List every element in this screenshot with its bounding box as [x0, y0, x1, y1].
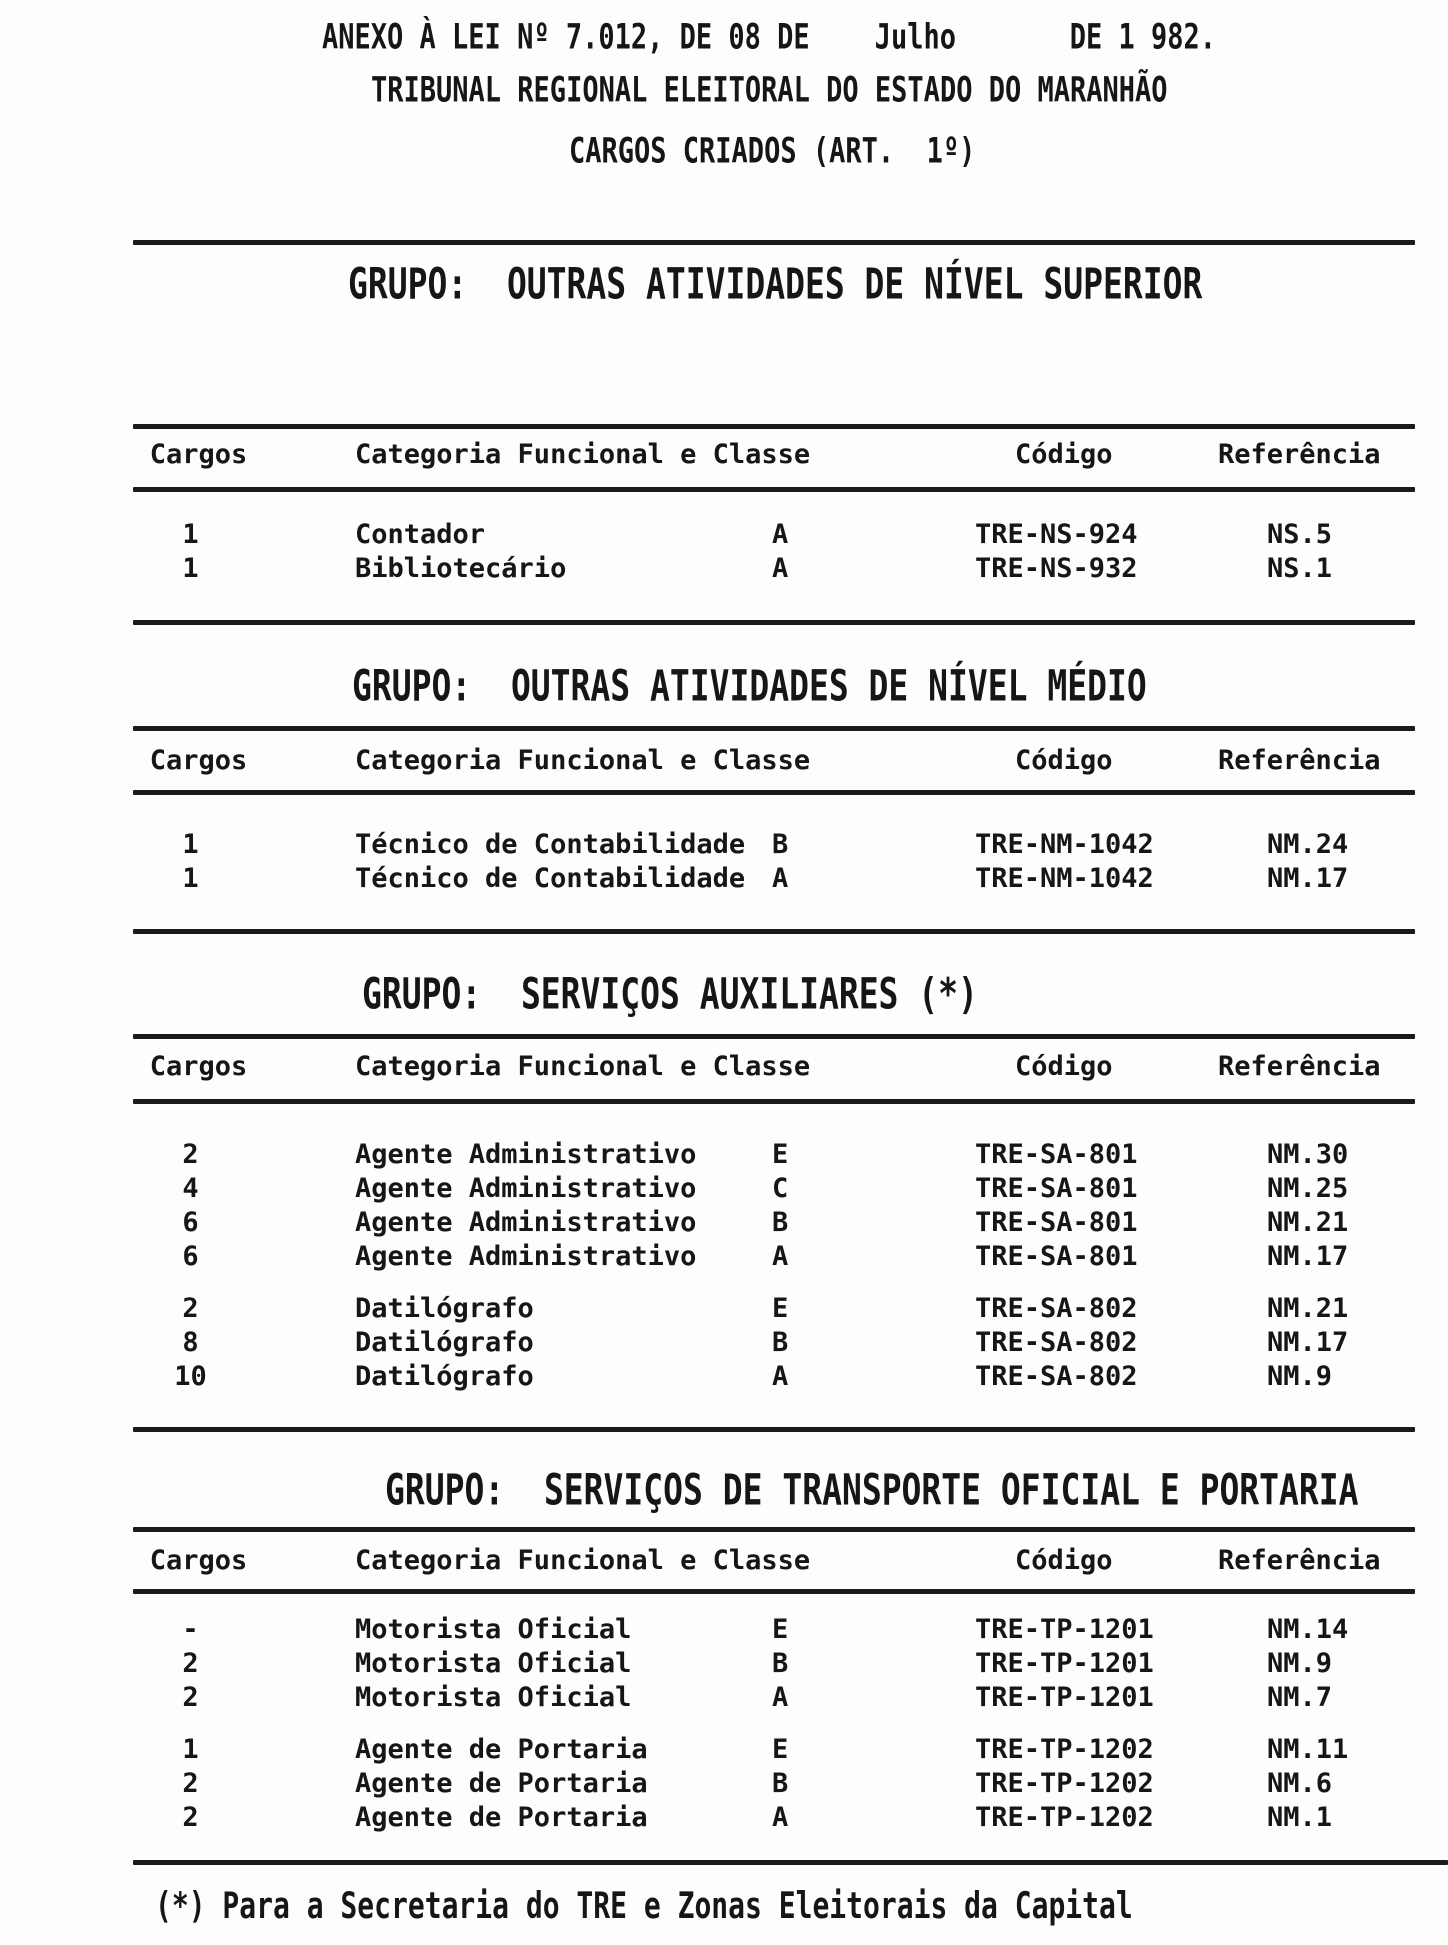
row-group [133, 518, 1415, 586]
table-header [133, 1050, 1415, 1084]
table-row [133, 1240, 1415, 1274]
doc-title-line-1: ANEXO À LEI Nº 7.012, DE 08 DE Julho DE 1 982. [322, 17, 1217, 58]
referencia-cell: NS.5 [1267, 519, 1333, 550]
table-row [133, 1801, 1415, 1835]
referencia-cell: NM.17 [1267, 863, 1349, 894]
footnote: (*) Para a Secretaria do TRE e Zonas Eleitorais da Capital [155, 1884, 1133, 1927]
column-header-referencia: Referência [1218, 745, 1381, 776]
referencia-cell: NM.14 [1267, 1614, 1349, 1645]
codigo-cell: TRE-TP-1202 [975, 1734, 1154, 1765]
table-rule [133, 1527, 1415, 1532]
cargo-count-cell: 6 [182, 1207, 199, 1238]
footer-rule [133, 1860, 1448, 1865]
classe-cell: A [772, 863, 789, 894]
categoria-cell: Agente Administrativo [355, 1173, 697, 1204]
categoria-cell: Bibliotecário [355, 553, 567, 584]
categoria-cell: Agente de Portaria [355, 1734, 648, 1765]
table-header-row [133, 438, 1415, 472]
column-header-categoria: Categoria Funcional e Classe [355, 1051, 811, 1082]
referencia-cell: NM.17 [1267, 1327, 1349, 1358]
column-header-codigo: Código [1015, 1051, 1113, 1082]
codigo-cell: TRE-SA-801 [975, 1241, 1138, 1272]
cargo-count-cell: 1 [182, 519, 199, 550]
classe-cell: B [772, 1327, 789, 1358]
referencia-cell: NM.24 [1267, 829, 1349, 860]
cargo-count-cell: 1 [182, 829, 199, 860]
referencia-cell: NM.30 [1267, 1139, 1349, 1170]
codigo-cell: TRE-TP-1202 [975, 1802, 1154, 1833]
column-header-categoria: Categoria Funcional e Classe [355, 745, 811, 776]
classe-cell: A [772, 1682, 789, 1713]
classe-cell: E [772, 1734, 789, 1765]
codigo-cell: TRE-SA-801 [975, 1207, 1138, 1238]
column-header-codigo: Código [1015, 439, 1113, 470]
classe-cell: B [772, 1207, 789, 1238]
referencia-cell: NM.9 [1267, 1361, 1333, 1392]
categoria-cell: Agente de Portaria [355, 1802, 648, 1833]
referencia-cell: NM.6 [1267, 1768, 1333, 1799]
doc-title-line-2: TRIBUNAL REGIONAL ELEITORAL DO ESTADO DO MARANHÃO [371, 70, 1168, 111]
table-rule [133, 726, 1415, 731]
codigo-cell: TRE-SA-802 [975, 1293, 1138, 1324]
cargo-count-cell: 4 [182, 1173, 199, 1204]
categoria-cell: Agente Administrativo [355, 1139, 697, 1170]
referencia-cell: NS.1 [1267, 553, 1333, 584]
referencia-cell: NM.7 [1267, 1682, 1333, 1713]
referencia-cell: NM.21 [1267, 1293, 1349, 1324]
classe-cell: C [772, 1173, 789, 1204]
table-body [133, 518, 1415, 586]
referencia-cell: NM.1 [1267, 1802, 1333, 1833]
table-body [133, 828, 1415, 896]
codigo-cell: TRE-TP-1201 [975, 1682, 1154, 1713]
categoria-cell: Motorista Oficial [355, 1648, 632, 1679]
cargo-count-cell: 2 [182, 1139, 199, 1170]
table-row [133, 862, 1415, 896]
classe-cell: A [772, 519, 789, 550]
referencia-cell: NM.17 [1267, 1241, 1349, 1272]
classe-cell: B [772, 1648, 789, 1679]
section-title-transporte-portaria: GRUPO: SERVIÇOS DE TRANSPORTE OFICIAL E PORTARIA [385, 1464, 1359, 1515]
categoria-cell: Contador [355, 519, 486, 550]
table-row [133, 1613, 1415, 1647]
table-row [133, 1206, 1415, 1240]
classe-cell: B [772, 829, 789, 860]
table-header-row [133, 1050, 1415, 1084]
doc-title-line-3: CARGOS CRIADOS (ART. 1º) [569, 131, 976, 172]
codigo-cell: TRE-NM-1042 [975, 863, 1154, 894]
table-row [133, 1647, 1415, 1681]
classe-cell: A [772, 1802, 789, 1833]
referencia-cell: NM.11 [1267, 1734, 1349, 1765]
categoria-cell: Datilógrafo [355, 1327, 534, 1358]
section-title-nivel-medio: GRUPO: OUTRAS ATIVIDADES DE NÍVEL MÉDIO [352, 660, 1147, 711]
classe-cell: B [772, 1768, 789, 1799]
column-header-cargos: Cargos [149, 745, 248, 776]
table-row [133, 552, 1415, 586]
table-header-row [133, 1544, 1415, 1578]
codigo-cell: TRE-SA-801 [975, 1139, 1138, 1170]
row-group [133, 1613, 1415, 1715]
categoria-cell: Datilógrafo [355, 1361, 534, 1392]
categoria-cell: Agente Administrativo [355, 1207, 697, 1238]
table-row [133, 1138, 1415, 1172]
table-row [133, 1360, 1415, 1394]
table-row [133, 1681, 1415, 1715]
table-rule [133, 790, 1415, 795]
classe-cell: E [772, 1293, 789, 1324]
divider-rule [133, 240, 1415, 245]
cargo-count-cell: 2 [182, 1802, 199, 1833]
column-header-referencia: Referência [1218, 439, 1381, 470]
cargo-count-cell: - [182, 1614, 199, 1645]
row-group [133, 828, 1415, 896]
table-row [133, 1326, 1415, 1360]
classe-cell: A [772, 1361, 789, 1392]
referencia-cell: NM.21 [1267, 1207, 1349, 1238]
table-rule [133, 1099, 1415, 1104]
cargo-count-cell: 2 [182, 1293, 199, 1324]
codigo-cell: TRE-NM-1042 [975, 829, 1154, 860]
cargo-count-cell: 6 [182, 1241, 199, 1272]
categoria-cell: Datilógrafo [355, 1293, 534, 1324]
codigo-cell: TRE-SA-801 [975, 1173, 1138, 1204]
codigo-cell: TRE-SA-802 [975, 1327, 1138, 1358]
classe-cell: A [772, 553, 789, 584]
codigo-cell: TRE-SA-802 [975, 1361, 1138, 1392]
row-group [133, 1292, 1415, 1394]
table-header-row [133, 744, 1415, 778]
column-header-referencia: Referência [1218, 1545, 1381, 1576]
categoria-cell: Motorista Oficial [355, 1682, 632, 1713]
cargo-count-cell: 2 [182, 1648, 199, 1679]
codigo-cell: TRE-TP-1201 [975, 1614, 1154, 1645]
table-row [133, 1292, 1415, 1326]
column-header-cargos: Cargos [149, 1545, 248, 1576]
table-row [133, 1733, 1415, 1767]
column-header-codigo: Código [1015, 745, 1113, 776]
table-rule [133, 424, 1415, 429]
table-rule [133, 620, 1415, 625]
classe-cell: A [772, 1241, 789, 1272]
codigo-cell: TRE-NS-924 [975, 519, 1138, 550]
table-body [133, 1138, 1415, 1394]
table-header [133, 744, 1415, 778]
cargo-count-cell: 10 [174, 1361, 207, 1392]
section-title-nivel-superior: GRUPO: OUTRAS ATIVIDADES DE NÍVEL SUPERIOR [348, 258, 1203, 309]
categoria-cell: Agente Administrativo [355, 1241, 697, 1272]
column-header-cargos: Cargos [149, 1051, 248, 1082]
codigo-cell: TRE-NS-932 [975, 553, 1138, 584]
table-rule [133, 487, 1415, 492]
cargo-count-cell: 1 [182, 1734, 199, 1765]
table-header [133, 1544, 1415, 1578]
table-rule [133, 1427, 1415, 1432]
column-header-codigo: Código [1015, 1545, 1113, 1576]
table-row [133, 1172, 1415, 1206]
cargo-count-cell: 1 [182, 863, 199, 894]
table-row [133, 1767, 1415, 1801]
column-header-categoria: Categoria Funcional e Classe [355, 439, 811, 470]
categoria-cell: Motorista Oficial [355, 1614, 632, 1645]
table-header [133, 438, 1415, 472]
cargo-count-cell: 2 [182, 1682, 199, 1713]
classe-cell: E [772, 1139, 789, 1170]
table-rule [133, 929, 1415, 934]
table-body [133, 1613, 1415, 1835]
cargo-count-cell: 2 [182, 1768, 199, 1799]
cargo-count-cell: 1 [182, 553, 199, 584]
column-header-cargos: Cargos [149, 439, 248, 470]
categoria-cell: Agente de Portaria [355, 1768, 648, 1799]
cargo-count-cell: 8 [182, 1327, 199, 1358]
table-rule [133, 1034, 1415, 1039]
referencia-cell: NM.25 [1267, 1173, 1349, 1204]
row-group [133, 1733, 1415, 1835]
row-group [133, 1138, 1415, 1274]
section-title-servicos-auxiliares: GRUPO: SERVIÇOS AUXILIARES (*) [362, 968, 978, 1019]
codigo-cell: TRE-TP-1202 [975, 1768, 1154, 1799]
referencia-cell: NM.9 [1267, 1648, 1333, 1679]
categoria-cell: Técnico de Contabilidade [355, 829, 746, 860]
codigo-cell: TRE-TP-1201 [975, 1648, 1154, 1679]
column-header-referencia: Referência [1218, 1051, 1381, 1082]
table-row [133, 828, 1415, 862]
column-header-categoria: Categoria Funcional e Classe [355, 1545, 811, 1576]
categoria-cell: Técnico de Contabilidade [355, 863, 746, 894]
table-rule [133, 1589, 1415, 1594]
classe-cell: E [772, 1614, 789, 1645]
table-row [133, 518, 1415, 552]
